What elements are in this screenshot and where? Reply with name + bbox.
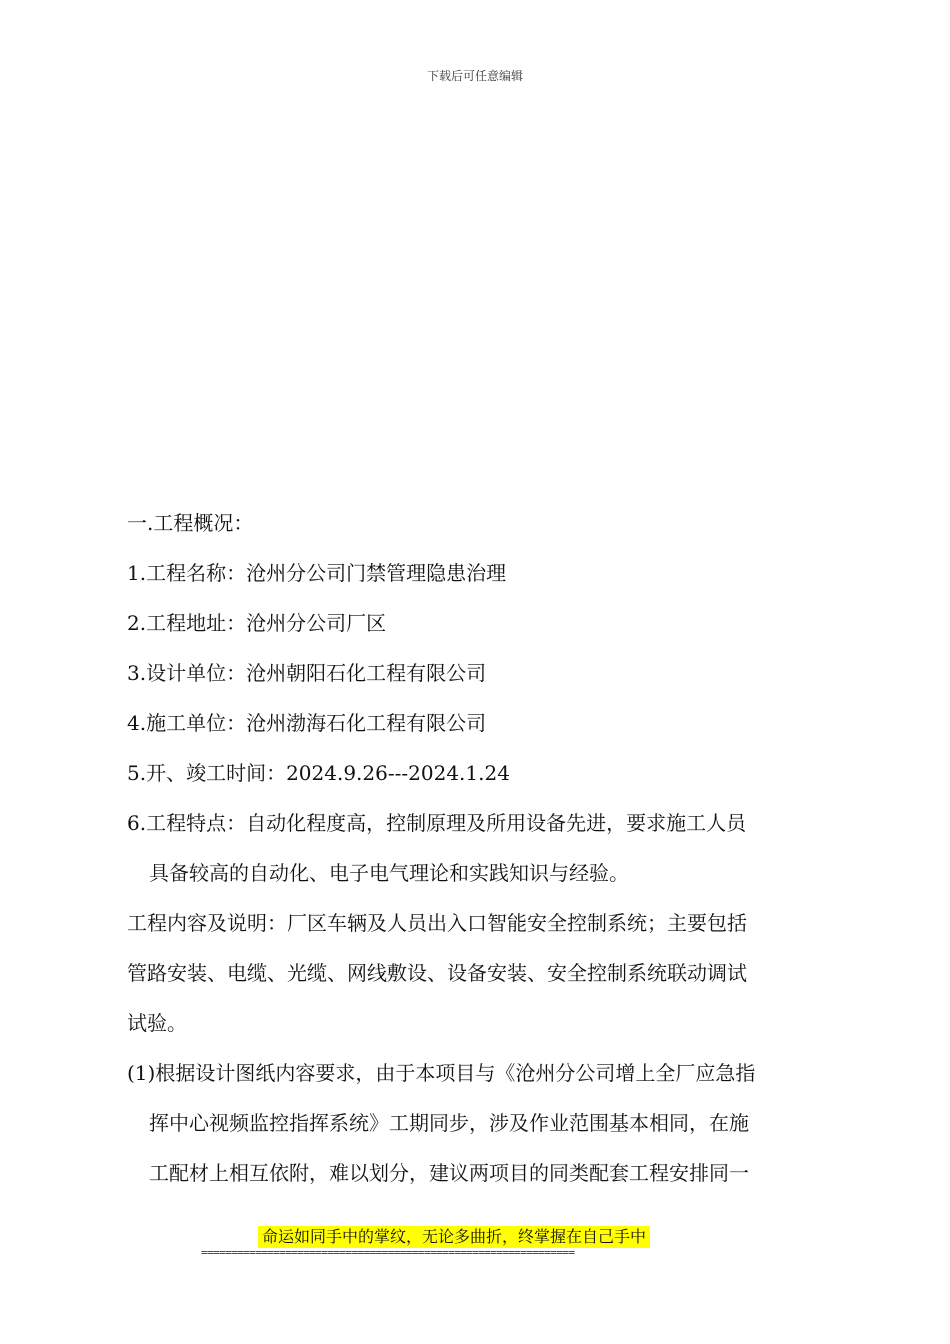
item-1: (1)根据设计图纸内容要求，由于本项目与《沧州分公司增上全厂应急指 [127,1061,756,1085]
footer-quote: 命运如同手中的掌纹，无论多曲折，终掌握在自己手中 [258,1226,650,1248]
document-body [127,508,839,1208]
construction-unit: 4.施工单位：沧州渤海石化工程有限公司 [127,711,487,735]
project-address: 2.工程地址：沧州分公司厂区 [127,611,387,635]
project-features-cont: 具备较高的自动化、电子电气理论和实践知识与经验。 [149,861,629,885]
item-1-cont: 挥中心视频监控指挥系统》工期同步，涉及作业范围基本相同，在施 [149,1111,749,1135]
item-1-cont-2: 工配材上相互依附，难以划分，建议两项目的同类配套工程安排同一 [149,1161,749,1185]
content-description-cont: 管路安装、电缆、光缆、网线敷设、设备安装、安全控制系统联动调试 [127,961,747,985]
footer-rule: ============================================================== [201,1246,575,1259]
content-description-end: 试验。 [127,1011,187,1035]
project-name: 1.工程名称：沧州分公司门禁管理隐患治理 [127,561,507,585]
construction-period: 5.开、竣工时间：2024.9.26---2024.1.24 [127,761,510,785]
design-unit: 3.设计单位：沧州朝阳石化工程有限公司 [127,661,487,685]
project-features: 6.工程特点：自动化程度高，控制原理及所用设备先进，要求施工人员 [127,811,747,835]
section-heading: 一.工程概况： [127,511,254,535]
header-note: 下载后可任意编辑 [426,69,523,83]
content-description: 工程内容及说明：厂区车辆及人员出入口智能安全控制系统；主要包括 [127,911,747,935]
